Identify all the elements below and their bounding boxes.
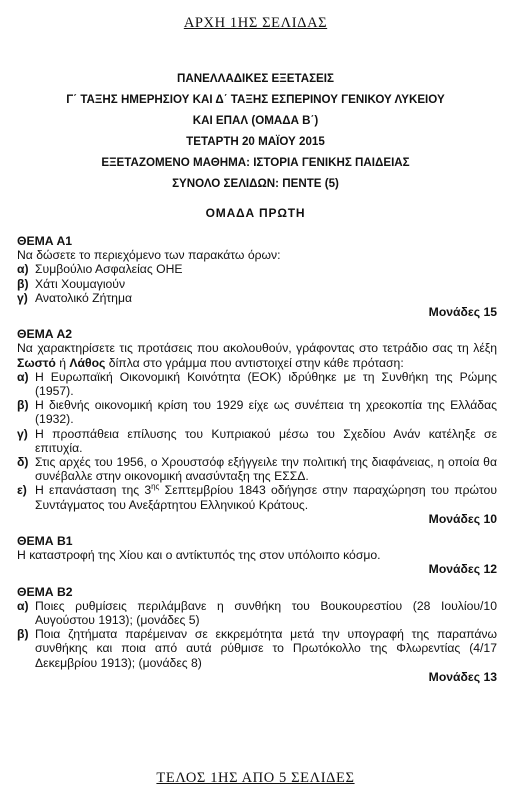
item-text-part: Η επανάσταση της 3 (35, 483, 152, 498)
theme-a1-title: ΘΕΜΑ Α1 (17, 234, 73, 248)
exam-content (17, 234, 497, 684)
page-footer: ΤΕΛΟΣ 1ΗΣ ΑΠΟ 5 ΣΕΛΙΔΕΣ (156, 770, 355, 786)
exam-header-line: ΠΑΝΕΛΛΑΔΙΚΕΣ ΕΞΕΤΑΣΕΙΣ (177, 72, 334, 85)
item-text: Χάτι Χουμαγιούν (35, 276, 126, 291)
exam-header-line: ΚΑΙ ΕΠΑΛ (ΟΜΑΔΑ Β΄) (192, 114, 319, 128)
intro-or: ή (55, 355, 70, 370)
item-text: Στις αρχές του 1956, ο Χρουστσόφ εξήγγειλε την πολιτική της διαφάνειας, η οποία θα συνέβαλλε στην οικονομική ανασύνταξη της ΕΣΣΔ. (35, 455, 497, 484)
item-text: Ποιες ρυθμίσεις περιλάμβανε η συνθήκη του Βουκουρεστίου (28 Ιουλίου/10 Αυγούστου 1913); (μονάδες 5) (35, 598, 497, 628)
exam-header-line: ΤΕΤΑΡΤΗ 20 ΜΑΪΟΥ 2015 (186, 135, 325, 149)
list-item (17, 277, 497, 291)
theme-b1-text: Η καταστροφή της Χίου και ο αντίκτυπός της στον υπόλοιπο κόσμο. (17, 548, 381, 563)
item-text (35, 483, 497, 511)
theme-b2 (17, 585, 497, 684)
item-label: β) (17, 398, 29, 413)
item-label: ε) (17, 483, 27, 498)
list-item (17, 398, 497, 426)
item-label: α) (17, 262, 29, 277)
item-label: γ) (17, 290, 28, 305)
list-item (17, 370, 497, 398)
item-text-part: Σεπτεμβρίου 1843 οδήγησε στην παραχώρηση του πρώτου Συντάγματος του Ανεξάρτητου Ελληνικού Κράτους. (35, 483, 497, 512)
item-label: β) (17, 276, 29, 291)
theme-a1-intro: Να δώσετε το περιεχόμενο των παρακάτω όρων: (17, 248, 281, 263)
theme-a2-marks: Μονάδες 10 (428, 511, 497, 526)
item-label: α) (17, 369, 29, 384)
item-label: α) (17, 598, 29, 613)
list-item (17, 262, 497, 276)
item-text: Η προσπάθεια επίλυσης του Κυπριακού μέσω του Σχεδίου Ανάν κατέληξε σε επιτυχία. (35, 426, 497, 455)
exam-header (0, 68, 511, 195)
group-title: ΟΜΑΔΑ ΠΡΩΤΗ (205, 206, 306, 220)
intro-text: Να χαρακτηρίσετε τις προτάσεις που ακολουθούν, γράφοντας στο τετράδιο σας τη λέξη (17, 341, 497, 356)
item-text: Συμβούλιο Ασφαλείας ΟΗΕ (35, 262, 183, 277)
theme-a2-intro (17, 341, 497, 369)
list-item (17, 291, 497, 305)
exam-header-line: Γ΄ ΤΑΞΗΣ ΗΜΕΡΗΣΙΟΥ ΚΑΙ Δ΄ ΤΑΞΗΣ ΕΣΠΕΡΙΝΟΥ ΓΕΝΙΚΟΥ ΛΥΚΕΙΟΥ (66, 93, 445, 107)
item-label: γ) (17, 426, 28, 441)
page-header: ΑΡΧΗ 1ΗΣ ΣΕΛΙΔΑΣ (183, 15, 328, 31)
theme-a2 (17, 327, 497, 526)
theme-b1 (17, 534, 497, 577)
exam-header-line: ΕΞΕΤΑΖΟΜΕΝΟ ΜΑΘΗΜΑ: ΙΣΤΟΡΙΑ ΓΕΝΙΚΗΣ ΠΑΙΔΕΙΑΣ (101, 156, 410, 170)
theme-b2-marks: Μονάδες 13 (428, 669, 497, 684)
theme-a1-marks: Μονάδες 15 (428, 305, 497, 320)
correct-word: Σωστό (17, 355, 56, 370)
list-item (17, 455, 497, 483)
theme-b2-title: ΘΕΜΑ Β2 (17, 584, 73, 599)
exam-header-line: ΣΥΝΟΛΟ ΣΕΛΙΔΩΝ: ΠΕΝΤΕ (5) (172, 177, 339, 191)
list-item (17, 599, 497, 627)
item-text: Ποια ζητήματα παρέμειναν σε εκκρεμότητα μετά την υπογραφή της παραπάνω συνθήκης και ποια από αυτά ρύθμισε το Πρωτόκολλο της Φλωρεντίας (4/17 Δεκεμβρίου 1913); (μονάδες 8) (35, 627, 497, 670)
theme-a1 (17, 234, 497, 319)
list-item (17, 427, 497, 455)
item-label: δ) (17, 455, 29, 470)
list-item (17, 483, 497, 511)
item-text: Ανατολικό Ζήτημα (35, 290, 133, 305)
item-text: Η διεθνής οικονομική κρίση του 1929 είχε ως συνέπεια τη χρεοκοπία της Ελλάδας (1932). (35, 398, 497, 427)
theme-a2-title: ΘΕΜΑ Α2 (17, 327, 73, 342)
intro-text-end: δίπλα στο γράμμα που αντιστοιχεί στην κάθε πρόταση: (105, 355, 404, 370)
wrong-word: Λάθος (69, 355, 106, 370)
theme-b1-marks: Μονάδες 12 (428, 562, 497, 577)
item-label: β) (17, 627, 29, 642)
theme-b1-title: ΘΕΜΑ Β1 (17, 534, 73, 549)
item-text: Η Ευρωπαϊκή Οικονομική Κοινότητα (ΕΟΚ) ιδρύθηκε με τη Συνθήκη της Ρώμης (1957). (35, 369, 497, 399)
list-item (17, 627, 497, 670)
ordinal-suffix: ης (151, 482, 160, 492)
